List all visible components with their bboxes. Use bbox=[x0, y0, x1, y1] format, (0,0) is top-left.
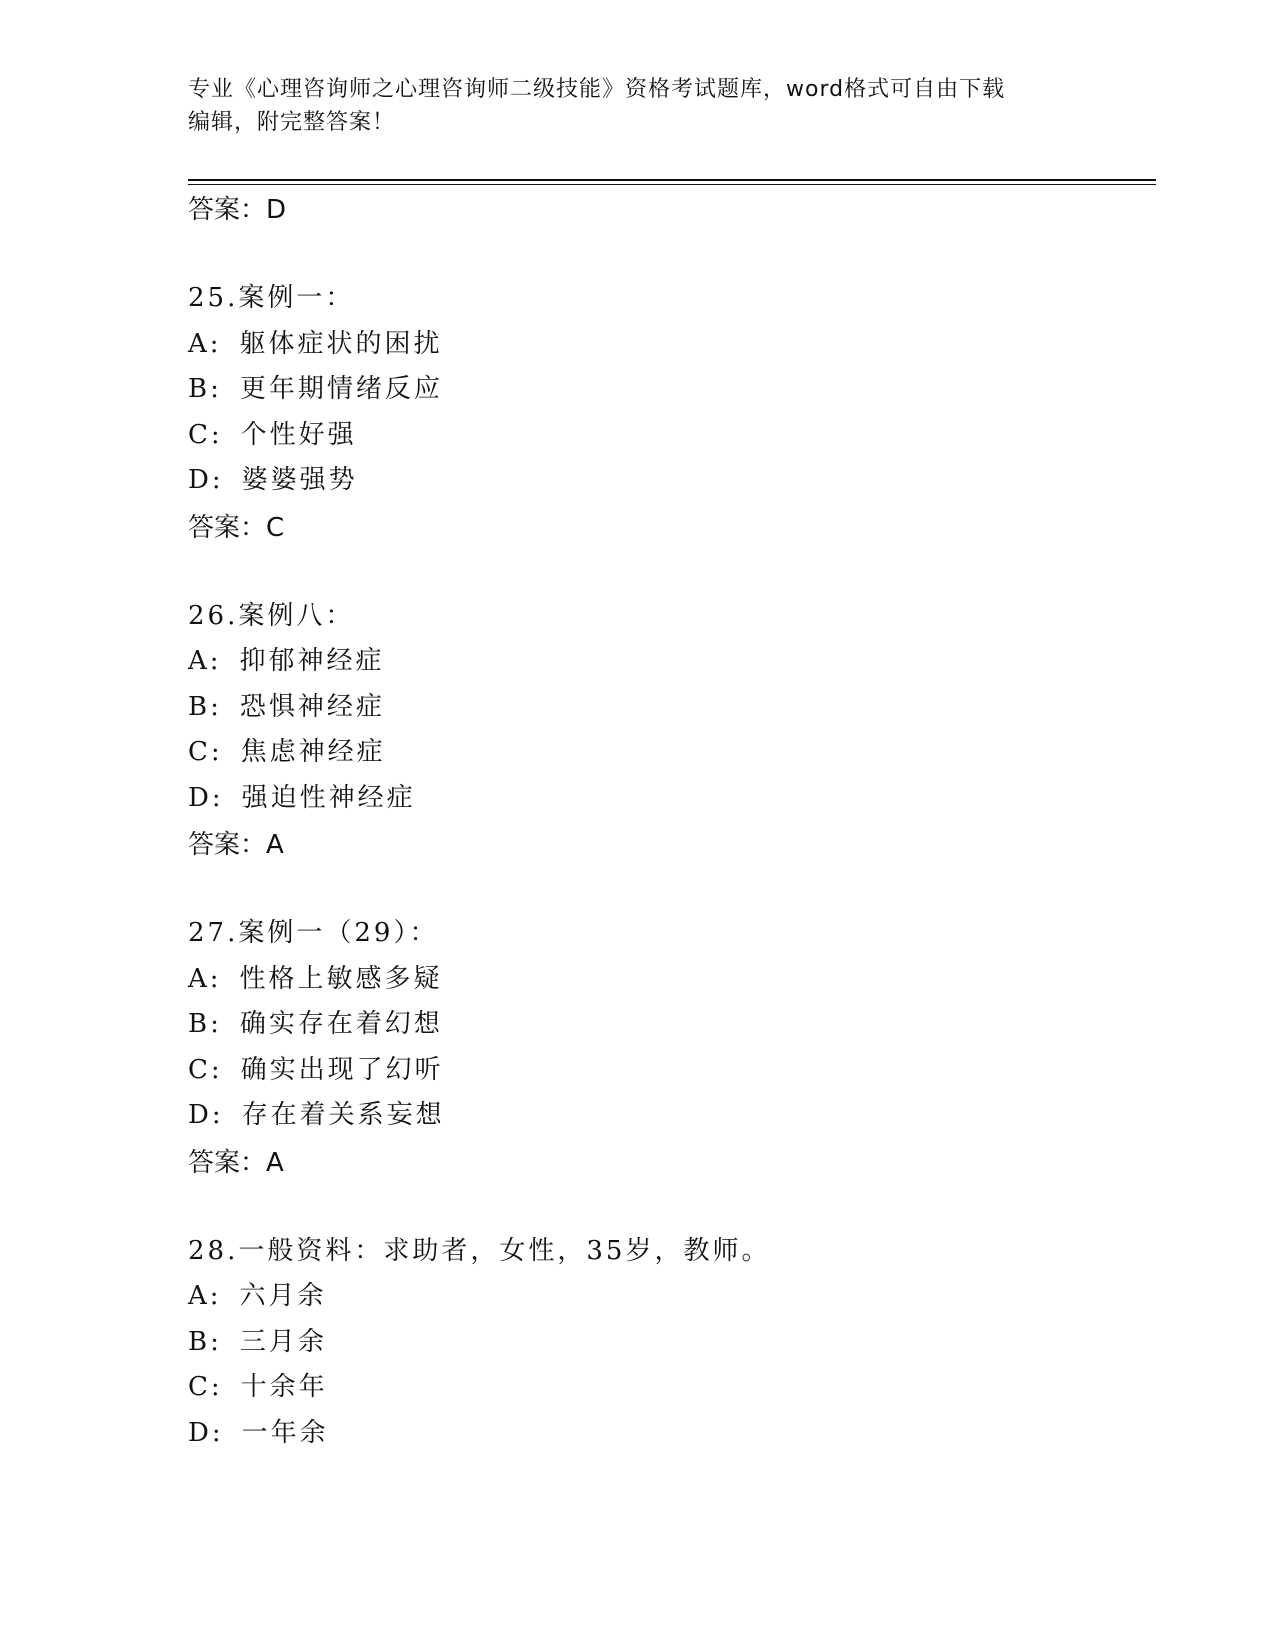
option-text: 存在着关系妄想 bbox=[241, 1100, 445, 1130]
option-text: 性格上敏感多疑 bbox=[239, 963, 443, 994]
option-text: 躯体症状的困扰 bbox=[239, 328, 443, 359]
answer-line bbox=[188, 825, 1148, 865]
option-c bbox=[188, 1367, 1148, 1413]
option-letter: D: bbox=[188, 1417, 224, 1448]
option-b bbox=[188, 1322, 1148, 1368]
option-d bbox=[188, 1095, 1148, 1141]
option-letter: B: bbox=[188, 1009, 222, 1039]
option-letter: B: bbox=[188, 374, 222, 404]
option-a bbox=[188, 641, 1148, 687]
answer-line bbox=[188, 190, 1148, 230]
answer-value: A bbox=[266, 830, 284, 860]
option-letter: D: bbox=[188, 465, 224, 495]
option-letter: A: bbox=[188, 646, 222, 676]
option-b bbox=[188, 369, 1148, 415]
question-text: 案例一（29）： bbox=[238, 918, 439, 948]
option-a bbox=[188, 1276, 1148, 1322]
option-letter: C: bbox=[188, 419, 223, 450]
header-line-1: 专业《心理咨询师之心理咨询师二级技能》资格考试题库，word格式可自由下载 bbox=[188, 77, 1006, 102]
option-c bbox=[188, 732, 1148, 778]
option-text: 个性好强 bbox=[240, 419, 357, 450]
answer-line bbox=[188, 1143, 1148, 1183]
option-text: 三月余 bbox=[239, 1326, 327, 1357]
option-letter: A: bbox=[188, 963, 222, 994]
option-letter: D: bbox=[188, 782, 224, 813]
question-title bbox=[188, 596, 1148, 642]
option-letter: C: bbox=[188, 737, 223, 767]
option-c bbox=[188, 415, 1148, 461]
header-divider-thin bbox=[188, 184, 1156, 185]
question-number: 27. bbox=[188, 918, 239, 948]
option-d bbox=[188, 460, 1148, 506]
option-letter: A: bbox=[188, 1281, 222, 1311]
option-text: 六月余 bbox=[239, 1281, 327, 1311]
option-b bbox=[188, 1004, 1148, 1050]
answer-label: 答案： bbox=[188, 512, 267, 543]
option-a bbox=[188, 324, 1148, 370]
answer-value: C bbox=[266, 512, 285, 543]
option-d bbox=[188, 778, 1148, 824]
question-number: 26. bbox=[188, 600, 239, 631]
option-text: 焦虑神经症 bbox=[240, 737, 386, 767]
question-25 bbox=[188, 278, 1148, 548]
option-letter: A: bbox=[188, 328, 222, 359]
document-header bbox=[188, 73, 1068, 139]
option-letter: D: bbox=[188, 1100, 224, 1130]
option-text: 强迫性神经症 bbox=[241, 782, 416, 813]
option-c bbox=[188, 1050, 1148, 1096]
option-text: 十余年 bbox=[240, 1372, 328, 1402]
option-letter: C: bbox=[188, 1054, 223, 1085]
question-number: 28. bbox=[188, 1235, 239, 1266]
option-a bbox=[188, 959, 1148, 1005]
option-text: 确实出现了幻听 bbox=[240, 1054, 444, 1085]
question-26 bbox=[188, 596, 1148, 866]
option-b bbox=[188, 687, 1148, 733]
option-text: 婆婆强势 bbox=[241, 465, 358, 495]
option-text: 恐惧神经症 bbox=[239, 691, 385, 722]
option-d bbox=[188, 1413, 1148, 1459]
option-text: 一年余 bbox=[241, 1417, 329, 1448]
question-list bbox=[188, 190, 1148, 1458]
question-text: 案例八： bbox=[238, 600, 355, 631]
header-line-2: 编辑，附完整答案！ bbox=[188, 110, 396, 135]
question-title bbox=[188, 1231, 1148, 1277]
question-title bbox=[188, 913, 1148, 959]
option-text: 抑郁神经症 bbox=[239, 646, 385, 676]
answer-value: A bbox=[266, 1147, 284, 1178]
answer-label: 答案： bbox=[188, 1147, 267, 1178]
answer-label: 答案： bbox=[188, 830, 267, 860]
option-letter: C: bbox=[188, 1372, 223, 1402]
question-text: 案例一： bbox=[238, 283, 355, 313]
answer-line bbox=[188, 508, 1148, 548]
question-number: 25. bbox=[188, 283, 239, 313]
header-divider-thick bbox=[188, 179, 1156, 181]
answer-label: 答案： bbox=[188, 195, 267, 225]
question-27 bbox=[188, 913, 1148, 1183]
option-letter: B: bbox=[188, 691, 222, 722]
answer-value: D bbox=[266, 195, 287, 225]
option-text: 更年期情绪反应 bbox=[239, 374, 443, 404]
question-title bbox=[188, 278, 1148, 324]
question-28 bbox=[188, 1231, 1148, 1459]
option-letter: B: bbox=[188, 1326, 222, 1357]
option-text: 确实存在着幻想 bbox=[239, 1009, 443, 1039]
question-text: 一般资料：求助者，女性，35岁，教师。 bbox=[238, 1235, 771, 1266]
